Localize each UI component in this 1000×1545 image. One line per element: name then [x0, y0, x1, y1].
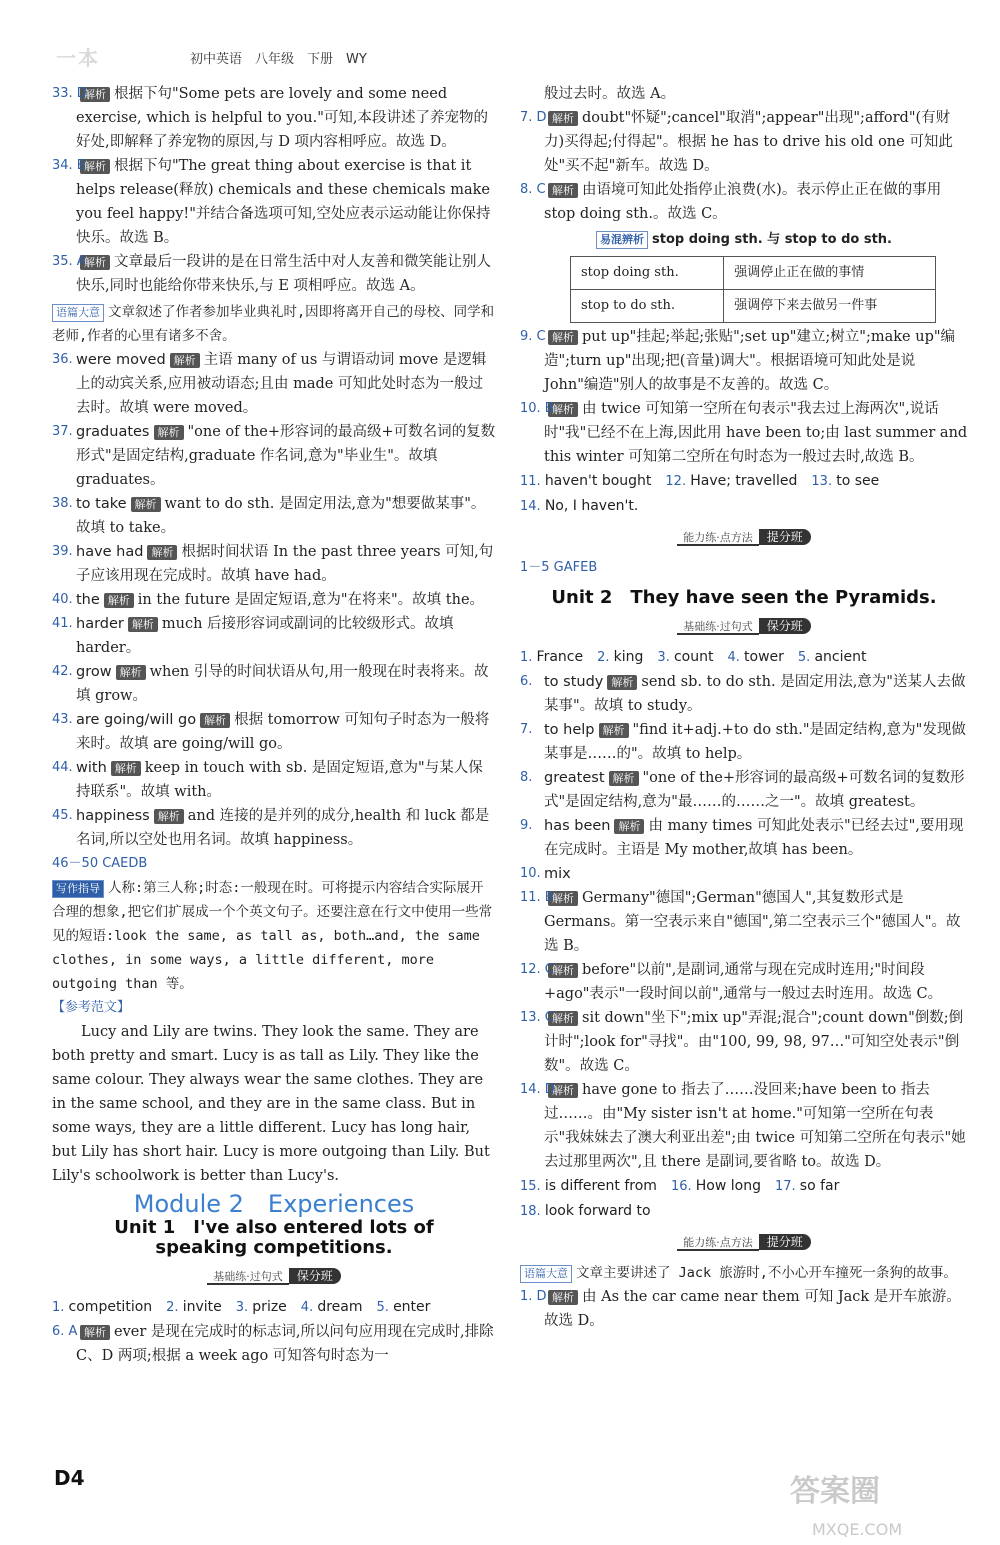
analysis-tag: 解析 — [614, 819, 644, 834]
analysis-tag: 解析 — [548, 183, 578, 198]
summary-note — [52, 300, 496, 348]
fill-number: 5. — [376, 1300, 394, 1315]
analysis-tag: 解析 — [548, 891, 578, 906]
question-text: 由语境可知此处指停止浪费(水)。表示停止正在做的事用 stop doing sth.。故选 C。 — [544, 182, 942, 222]
answer-text: with — [76, 760, 107, 776]
analysis-tag: 解析 — [548, 1011, 578, 1026]
question-number: 42. — [52, 664, 73, 679]
question-item — [520, 766, 968, 814]
question-text: Germany"德国";German"德国人",其复数形式是 Germans。第一空表示来自"德国",第二空表示三个"德国人"。故选 B。 — [544, 890, 961, 954]
analysis-tag: 解析 — [548, 963, 578, 978]
question-text: 由 twice 可知第一空所在句表示"我去过上海两次",说话时"我"已经不在上海,因此用 have been to;由 last summer and this winter 可知第二空所在句时态为一般过去时,故选 B。 — [544, 401, 968, 465]
question-text: 根据下句"The great thing about exercise is that it helps release(释放) chemicals and these chemicals make you feel happy!"并结合备选项可知,空处应表示运动能让你保持快乐。故选 B。 — [76, 158, 491, 246]
fill-answer: king — [613, 649, 644, 665]
question-text: 主语 many of us 与谓语动词 move 是逻辑上的动宾关系,应用被动语态;且由 made 可知此处时态为一般过去时。故填 were moved。 — [76, 352, 487, 416]
analysis-tag: 解析 — [609, 771, 639, 786]
question-item — [52, 660, 496, 708]
question-item — [520, 670, 968, 718]
section-bar-advanced — [520, 1230, 968, 1255]
summary-badge: 语篇大意 — [520, 1265, 572, 1283]
question-number: 41. — [52, 616, 73, 631]
left-column — [52, 82, 496, 1368]
fill-number: 12. — [665, 474, 691, 489]
question-number: 9. C — [520, 329, 546, 344]
question-item — [52, 82, 496, 154]
question-item — [520, 1078, 968, 1174]
answer-text: to study — [544, 674, 604, 690]
answer-text: happiness — [76, 808, 150, 824]
answer-text: harder — [76, 616, 124, 632]
question-item — [52, 708, 496, 756]
analysis-tag: 解析 — [599, 723, 629, 738]
question-item — [52, 250, 496, 298]
summary-badge: 语篇大意 — [52, 304, 104, 322]
analysis-tag: 解析 — [548, 1290, 578, 1305]
question-number: 6. A — [52, 1324, 78, 1339]
question-text: 由 As the car came near them 可知 Jack 是开车旅游。故选 D。 — [544, 1289, 961, 1329]
fill-number: 3. — [657, 650, 674, 665]
fill-number: 11. — [520, 474, 545, 489]
watermark-logo: 答案圈 — [790, 1474, 880, 1509]
analysis-tag: 解析 — [154, 809, 184, 824]
brand-logo: 一本 — [56, 46, 100, 70]
analysis-tag: 解析 — [548, 1083, 578, 1098]
page-header — [0, 44, 1000, 74]
section-bar-advanced — [520, 525, 968, 550]
question-item — [52, 756, 496, 804]
question-text: 根据时间状语 In the past three years 可知,句子应该用现在完成时。故填 have had。 — [76, 544, 494, 584]
question-number: 7. D — [520, 110, 547, 125]
question-item — [520, 958, 968, 1006]
question-number: 11. B — [520, 890, 554, 905]
section-bar-label: 能力练·点方法 — [677, 531, 759, 546]
unit1-fill-row — [52, 1295, 496, 1320]
analysis-tag: 解析 — [128, 617, 158, 632]
question-item — [520, 397, 968, 469]
answer-text: have had — [76, 544, 144, 560]
question-item — [520, 862, 968, 886]
fill-answer: to see — [836, 473, 880, 489]
answer-text: are going/will go — [76, 712, 197, 728]
question-number: 12. C — [520, 962, 554, 977]
question-number: 38. — [52, 496, 73, 511]
question-text: "one of the+形容词的最高级+可数名词的复数形式"是固定结构,意为"最……的……之一"。故填 greatest。 — [544, 770, 965, 810]
question-text: 文章最后一段讲的是在日常生活中对人友善和微笑能让别人快乐,同时也能给你带来快乐,与 E 项相呼应。故选 A。 — [76, 254, 491, 294]
question-text: want to do sth. 是固定用法,意为"想要做某事"。故填 to take。 — [76, 496, 486, 536]
question-text: ever 是现在完成时的标志词,所以问句应用现在完成时,排除 C、D 两项;根据 a week ago 可知答句时态为一 — [76, 1324, 494, 1364]
question-item — [52, 154, 496, 250]
answer-range: 1－5 GAFEB — [520, 560, 598, 575]
analysis-tag: 解析 — [80, 87, 110, 102]
answer-text: grow — [76, 664, 112, 680]
sample-essay: Lucy and Lily are twins. They look the same. They are both pretty and smart. Lucy is as tall as Lily. They like the same colour. They always wear the same clothes. They are in the same school, and they are in the same class. But in some ways, they are a little different. Lucy has long hair, but Lily has short hair. Lucy is more outgoing than Lily. But Lily's schoolwork is better than Lucy's. — [52, 1024, 490, 1184]
fill-number: 17. — [774, 1179, 800, 1194]
question-item — [52, 492, 496, 540]
fill-answer: look forward to — [544, 1203, 651, 1219]
fill-number: 1. — [520, 650, 537, 665]
analysis-tag: 解析 — [80, 159, 110, 174]
fill-number: 2. — [597, 650, 614, 665]
question-text: send sb. to do sth. 是固定用法,意为"送某人去做某事"。故填 to study。 — [544, 674, 966, 714]
question-number: 43. — [52, 712, 73, 727]
writing-badge: 写作指导 — [52, 880, 104, 898]
answer-text: were moved — [76, 352, 166, 368]
question-item — [520, 718, 968, 766]
module-title: Module 2 Experiences — [133, 1190, 415, 1218]
analysis-tag: 解析 — [116, 665, 146, 680]
answer-text: to help — [544, 722, 595, 738]
question-item — [52, 588, 496, 612]
question-item — [520, 106, 968, 178]
fill-answer: tower — [744, 649, 784, 665]
unit1-title-line2: speaking competitions. — [155, 1237, 393, 1258]
question-number: 8. — [520, 770, 533, 785]
answer-text: greatest — [544, 770, 605, 786]
section-bar-label: 基础练·过句式 — [677, 620, 759, 635]
question-text: much 后接形容词或副词的比较级形式。故填 harder。 — [76, 616, 454, 656]
continued-text: 般过去时。故选 A。 — [544, 86, 676, 102]
analysis-tag: 解析 — [147, 545, 177, 560]
fill-answer: France — [536, 649, 584, 665]
compare-phrase: stop to do sth. — [571, 290, 724, 323]
right-column — [520, 82, 968, 1333]
compare-row — [571, 257, 936, 290]
question-number: 45. — [52, 808, 73, 823]
analysis-tag: 解析 — [80, 255, 110, 270]
answer-text: graduates — [76, 424, 150, 440]
question-text: "find it+adj.+to do sth."是固定结构,意为"发现做某事是……的"。故填 to help。 — [544, 722, 966, 762]
question-text: keep in touch with sb. 是固定短语,意为"与某人保持联系"。故填 with。 — [76, 760, 483, 800]
question-item — [520, 814, 968, 862]
compare-table — [570, 256, 936, 323]
question-number: 40. — [52, 592, 73, 607]
fill-number: 14. — [520, 499, 545, 514]
question-number: 1. D — [520, 1289, 547, 1304]
compare-row — [571, 290, 936, 323]
fill-number: 4. — [727, 650, 745, 665]
fill-answer: count — [673, 649, 714, 665]
summary-note — [520, 1261, 968, 1285]
question-text: doubt"怀疑";cancel"取消";appear"出现";afford"(有财力)买得起;付得起"。根据 he has to drive his old one 可知此处"买不起"新车。故选 D。 — [544, 110, 953, 174]
fill-row — [520, 1199, 968, 1224]
question-text: 根据 tomorrow 可知句子时态为一般将来时。故填 are going/will go。 — [76, 712, 490, 752]
fill-number: 5. — [797, 650, 815, 665]
analysis-tag: 解析 — [111, 761, 141, 776]
fill-row — [520, 1174, 968, 1199]
question-text: have gone to 指去了……没回来;have been to 指去过……。由"My sister isn't at home."可知第一空所在句表示"我妹妹去了澳大利亚出差";由 twice 可知第二空所在句表示"她去过那里两次",且 there 是副词,要省略 to。故选 D。 — [544, 1082, 966, 1170]
analysis-tag: 解析 — [548, 402, 578, 417]
fill-answer: so far — [799, 1178, 840, 1194]
fill-number: 15. — [520, 1179, 545, 1194]
question-item — [52, 540, 496, 588]
section-bar-tag: 提分班 — [759, 1234, 811, 1250]
fill-answer: No, I haven't. — [544, 498, 639, 514]
question-number: 10. — [520, 866, 541, 881]
question-text: sit down"坐下";mix up"弄混;混合";count down"倒数;倒计时";look for"寻找"。由"100, 99, 98, 97…"可知空处表示"倒数"。故选 C。 — [544, 1010, 964, 1074]
page-number: D4 — [54, 1466, 85, 1490]
watermark-url: MXQE.COM — [812, 1520, 903, 1539]
unit1-title-line1: Unit 1 I've also entered lots of — [114, 1217, 434, 1238]
question-number: 35. A — [52, 254, 86, 269]
question-text: before"以前",是副词,通常与现在完成时连用;"时间段+ago"表示"一段时间以前",通常与一般过去时连用。故选 C。 — [544, 962, 943, 1002]
fill-answer: prize — [252, 1299, 287, 1315]
section-bar-label: 能力练·点方法 — [677, 1236, 759, 1251]
summary-text: 文章叙述了作者参加毕业典礼时,因即将离开自己的母校、同学和老师,作者的心里有诸多不舍。 — [52, 304, 495, 344]
question-number: 36. — [52, 352, 73, 367]
fill-answer: invite — [182, 1299, 222, 1315]
unit2-fill-row — [520, 645, 968, 670]
question-item — [520, 886, 968, 958]
question-number: 10. B — [520, 401, 554, 416]
summary-text: 文章主要讲述了 Jack 旅游时,不小心开车撞死一条狗的故事。 — [576, 1265, 957, 1281]
question-number: 34. B — [52, 158, 86, 173]
question-text: in the future 是固定短语,意为"在将来"。故填 the。 — [137, 592, 485, 608]
question-text: 由 many times 可知此处表示"已经去过",要用现在完成时。主语是 My mother,故填 has been。 — [544, 818, 964, 858]
fill-number: 1. — [52, 1300, 69, 1315]
question-text: "one of the+形容词的最高级+可数名词的复数形式"是固定结构,graduate 作名词,意为"毕业生"。故填 graduates。 — [76, 424, 496, 488]
fill-answer: is different from — [544, 1178, 657, 1194]
question-number: 33. D — [52, 86, 87, 101]
analysis-tag: 解析 — [170, 353, 200, 368]
analysis-tag: 解析 — [131, 497, 161, 512]
analysis-tag: 解析 — [104, 593, 134, 608]
section-bar-tag: 保分班 — [289, 1268, 341, 1284]
fill-answer: Have; travelled — [690, 473, 798, 489]
writing-note — [52, 876, 496, 996]
compare-meaning: 强调停下来去做另一件事 — [724, 290, 936, 323]
question-number: 39. — [52, 544, 73, 559]
answer-text: mix — [544, 866, 571, 882]
question-number: 37. — [52, 424, 73, 439]
analysis-tag: 解析 — [548, 111, 578, 126]
question-item — [520, 1006, 968, 1078]
writing-text: 人称:第三人称;时态:一般现在时。可将提示内容结合实际展开合理的想象,把它们扩展成一个个英文句子。还要注意在行文中使用一些常见的短语:look the same, as tall as, both…and, the same clothes, in some ways, a little different, more outgoing than 等。 — [52, 880, 493, 992]
section-bar-basic — [520, 614, 968, 639]
question-number: 9. — [520, 818, 533, 833]
question-item — [520, 325, 968, 397]
header-meta: 初中英语 八年级 下册 WY — [190, 52, 367, 67]
compare-box — [520, 228, 968, 323]
question-item — [52, 420, 496, 492]
question-item — [52, 348, 496, 420]
analysis-tag: 解析 — [80, 1325, 110, 1340]
question-item — [520, 1285, 968, 1333]
fill-answer: ancient — [814, 649, 867, 665]
analysis-tag: 解析 — [548, 330, 578, 345]
question-item — [520, 178, 968, 226]
unit2-title: Unit 2 They have seen the Pyramids. — [551, 587, 937, 608]
section-bar-tag: 保分班 — [759, 618, 811, 634]
question-number: 13. C — [520, 1010, 554, 1025]
question-number: 7. — [520, 722, 533, 737]
analysis-tag: 解析 — [607, 675, 637, 690]
question-item — [52, 1320, 496, 1368]
fill-number: 2. — [166, 1300, 183, 1315]
fill-number: 13. — [811, 474, 837, 489]
answer-range: 46－50 CAEDB — [52, 856, 148, 871]
question-text: put up"挂起;举起;张贴";set up"建立;树立";make up"编造";turn up"出现;把(音量)调大"。根据语境可知此处是说 John"编造"别人的故事是不友善的。故选 C。 — [544, 329, 956, 393]
fill-answer: haven't bought — [544, 473, 652, 489]
question-number: 14. D — [520, 1082, 555, 1097]
analysis-tag: 解析 — [200, 713, 230, 728]
answer-text: the — [76, 592, 100, 608]
section-bar-tag: 提分班 — [759, 529, 811, 545]
compare-title: stop doing sth. 与 stop to do sth. — [652, 232, 892, 247]
question-item — [52, 804, 496, 852]
fill-answer: enter — [393, 1299, 431, 1315]
fill-answer: competition — [68, 1299, 153, 1315]
compare-meaning: 强调停止正在做的事情 — [724, 257, 936, 290]
question-text: when 引导的时间状语从句,用一般现在时表将来。故填 grow。 — [76, 664, 489, 704]
question-number: 44. — [52, 760, 73, 775]
answer-text: to take — [76, 496, 127, 512]
question-number: 6. — [520, 674, 533, 689]
question-number: 8. C — [520, 182, 546, 197]
fill-number: 4. — [300, 1300, 318, 1315]
analysis-tag: 解析 — [154, 425, 184, 440]
section-bar-label: 基础练·过句式 — [207, 1270, 289, 1285]
fill-number: 3. — [235, 1300, 253, 1315]
compare-phrase: stop doing sth. — [571, 257, 724, 290]
fill-answer: How long — [695, 1178, 761, 1194]
section-bar-basic — [52, 1264, 496, 1289]
sample-label: 【参考范文】 — [52, 1000, 131, 1015]
fill-answer: dream — [317, 1299, 363, 1315]
question-text: 根据下句"Some pets are lovely and some need exercise, which is helpful to you."可知,本段讲述了养宠物的好处,即解释了养宠物的原因,与 D 项内容相呼应。故选 D。 — [76, 86, 489, 150]
question-item — [52, 612, 496, 660]
compare-badge: 易混辨析 — [596, 231, 648, 249]
fill-row — [520, 494, 968, 519]
fill-row — [520, 469, 968, 494]
question-text: and 连接的是并列的成分,health 和 luck 都是名词,所以空处也用名词。故填 happiness。 — [76, 808, 490, 848]
fill-number: 16. — [670, 1179, 696, 1194]
fill-number: 18. — [520, 1204, 545, 1219]
answer-text: has been — [544, 818, 611, 834]
